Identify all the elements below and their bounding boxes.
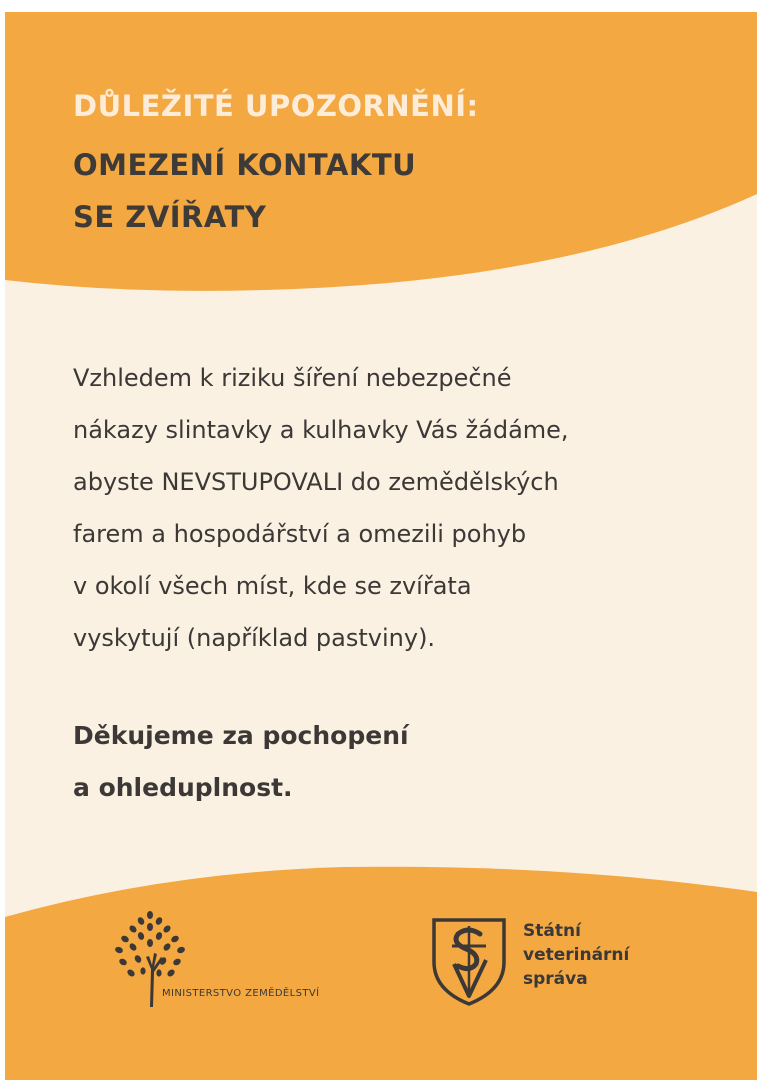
body-line: nákazy slintavky a kulhavky Vás žádáme,	[73, 416, 569, 444]
body-line: v okolí všech míst, kde se zvířata	[73, 572, 472, 600]
notice-title	[73, 139, 416, 243]
title-line: SE ZVÍŘATY	[73, 200, 267, 234]
notice-poster	[5, 12, 757, 1080]
svs-name	[523, 919, 629, 991]
svs-name-line: správa	[523, 969, 588, 989]
title-line: OMEZENÍ KONTAKTU	[73, 148, 417, 182]
thanks-line: Děkujeme za pochopení	[73, 721, 409, 750]
svs-shield-icon	[430, 916, 508, 1008]
body-line: vyskytují (například pastviny).	[73, 624, 436, 652]
notice-eyebrow: DŮLEŽITÉ UPOZORNĚNÍ:	[73, 89, 479, 123]
body-line: Vzhledem k riziku šíření nebezpečné	[73, 364, 512, 392]
svs-name-line: veterinární	[523, 945, 630, 965]
ministry-name: MINISTERSTVO ZEMĚDĚLSTVÍ	[162, 988, 320, 999]
notice-body	[73, 352, 713, 664]
body-line: farem a hospodářství a omezili pohyb	[73, 520, 527, 548]
thanks-message	[73, 710, 409, 814]
body-line: abyste NEVSTUPOVALI do zemědělských	[73, 468, 559, 496]
thanks-line: a ohleduplnost.	[73, 773, 293, 802]
svs-name-line: Státní	[523, 921, 581, 941]
